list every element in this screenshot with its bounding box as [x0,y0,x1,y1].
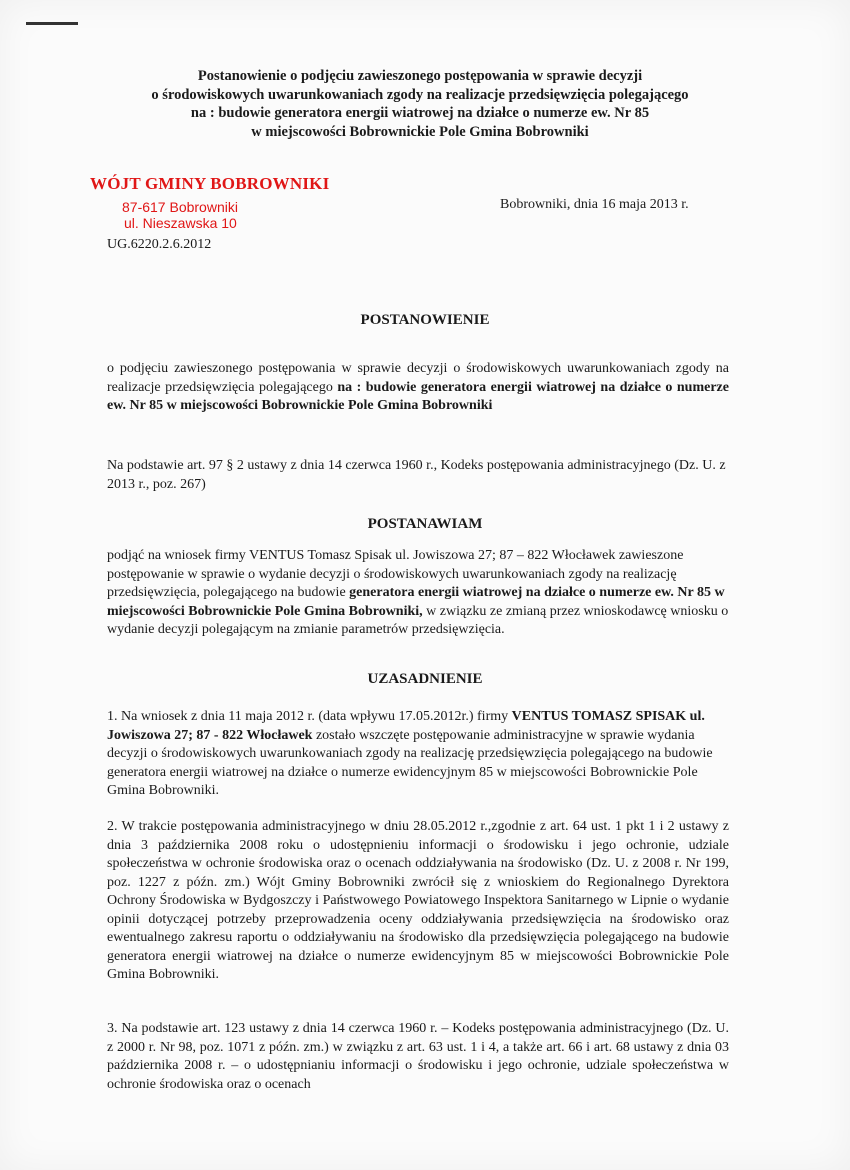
document-title [100,67,740,141]
intro-paragraph [107,360,729,416]
heading-postanawiam: POSTANAWIAM [367,516,483,532]
stamp-address-line-1: 87-617 Bobrowniki [122,199,238,215]
intro-bold-text: na : budowie generatora energii wiatrowej na działce o numerze ew. Nr 85 w miejscowości Bobrownickie Pole Gmina Bobrowniki [107,379,729,413]
decision-paragraph [107,547,729,640]
reference-number: UG.6220.2.6.2012 [107,237,212,252]
official-stamp [90,174,329,231]
justification-item-3: 3. Na podstawie art. 123 ustawy z dnia 14 czerwca 1960 r. – Kodeks postępowania administracyjnego (Dz. U. z 2000 r. Nr 98, poz. 1071 z późn. zm.) w związku z art. 63 ust. 1 i 4, a także art. 66 i art. 68 ustawy z dnia 03 października 2008 r. – o udostępnianiu informacji o środowisku i jego ochronie, udziale społeczeństwa w ochronie środowiska oraz o ocenach [107,1021,729,1092]
title-line-3: na : budowie generatora energii wiatrowej na działce o numerze ew. Nr 85 [190,105,650,121]
title-line-1: Postanowienie o podjęciu zawieszonego postępowania w sprawie decyzji [197,68,643,84]
item1-text-1: 1. Na wniosek z dnia 11 maja 2012 r. (data wpływu 17.05.2012r.) firmy [107,709,512,724]
place-and-date: Bobrowniki, dnia 16 maja 2013 r. [500,197,689,212]
margin-dash-mark [26,22,78,25]
legal-basis-paragraph: Na podstawie art. 97 § 2 ustawy z dnia 14 czerwca 1960 r., Kodeks postępowania administracyjnego (Dz. U. z 2013 r., poz. 267) [107,458,726,492]
decision-text-2: w związku ze zmianą przez wnioskodawcę wniosku o wydanie decyzji polegającym na zmianie parametrów przedsięwzięcia. [107,603,729,637]
decision-bold-text: generatora energii wiatrowej na działce o numerze ew. Nr 85 w miejscowości Bobrownickie Pole Gmina Bobrowniki, [107,585,725,619]
item1-bold-text: VENTUS TOMASZ SPISAK ul. Jowiszowa 27; 87 - 822 Włocławek [107,709,705,743]
intro-text: o podjęciu zawieszonego postępowania w sprawie decyzji o środowiskowych uwarunkowaniach zgody na realizacje przedsięwzięcia polegającego [107,361,729,395]
item1-text-2: zostało wszczęte postępowanie administracyjne w sprawie wydania decyzji o środowiskowych uwarunkowaniach zgody na realizację przedsięwzięcia polegającego na budowie generatora energii wiatrowej na działce o numerze ewidencyjnym 85 w miejscowości Bobrownickie Pole Gmina Bobrowniki. [107,727,713,798]
heading-uzasadnienie: UZASADNIENIE [367,671,483,687]
justification-item-2: 2. W trakcie postępowania administracyjnego w dniu 28.05.2012 r.,zgodnie z art. 64 ust. 1 pkt 1 i 2 ustawy z dnia 3 października 2008 roku o udostępnieniu informacji o środowisku i jego ochronie, udziale społeczeństwa w ochronie środowiska oraz o ocenach oddziaływania na środowisko (Dz. U. z 2008 r. Nr 199, poz. 1227 z późn. zm.) Wójt Gminy Bobrowniki zwrócił się z wnioskiem do Regionalnego Dyrektora Ochrony Środowiska w Bydgoszczy i Państwowego Powiatowego Inspektora Sanitarnego w Lipnie o wydanie opinii dotyczącej potrzeby przeprowadzenia oceny oddziaływania przedsięwzięcia na środowisko oraz ewentualnego zakresu raportu o oddziaływaniu na środowisko dla przedsięwzięcia polegającego na budowie generatora energii wiatrowej na działce o numerze ewidencyjnym 85 w miejscowości Bobrownickie Pole Gmina Bobrowniki. [107,819,729,982]
stamp-address-line-2: ul. Nieszawska 10 [124,215,237,231]
heading-postanowienie: POSTANOWIENIE [360,312,490,328]
justification-item-1 [107,708,729,801]
title-line-4: w miejscowości Bobrownickie Pole Gmina Bobrowniki [251,123,589,140]
stamp-office-name: WÓJT GMINY BOBROWNIKI [90,174,330,193]
title-line-2: o środowiskowych uwarunkowaniach zgody na realizacje przedsięwzięcia polegającego [151,86,689,103]
decision-text-1: podjąć na wniosek firmy VENTUS Tomasz Spisak ul. Jowiszowa 27; 87 – 822 Włocławek zawieszone postępowanie w sprawie o wydanie decyzji o środowiskowych uwarunkowaniach zgody na realizację przedsięwzięcia, polegającego na budowie [107,548,684,600]
